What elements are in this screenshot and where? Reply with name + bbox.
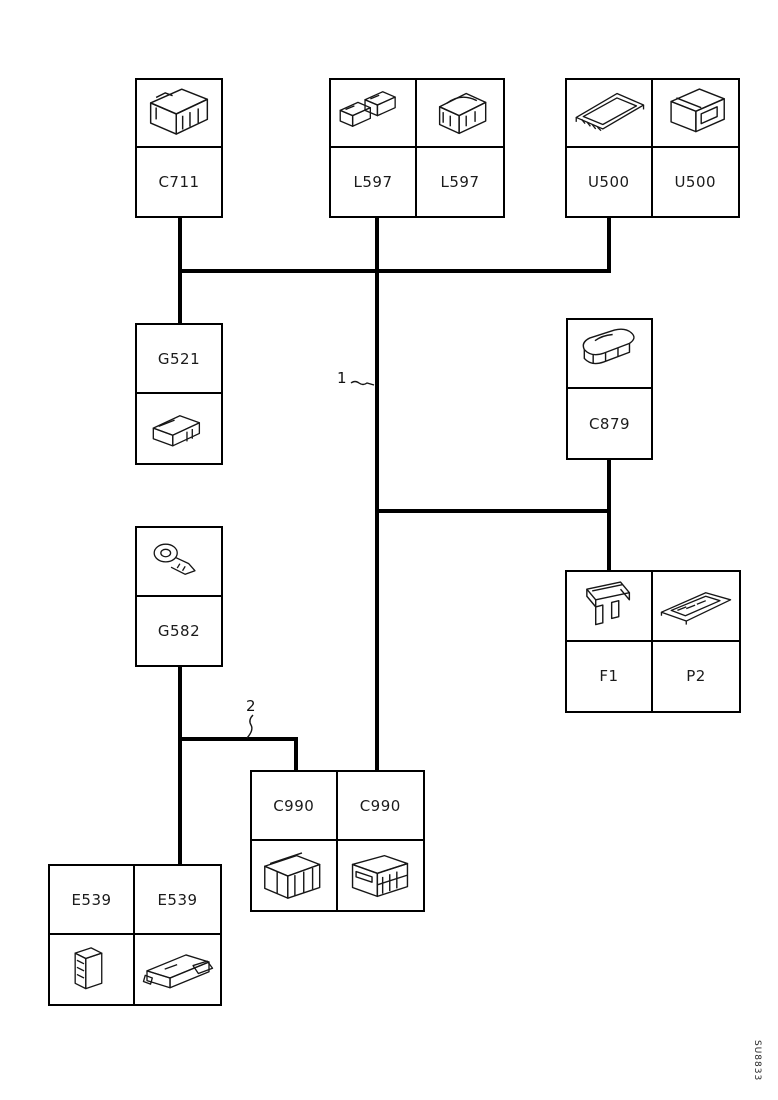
part-label: C879 xyxy=(588,414,631,433)
part-label-cell xyxy=(50,866,135,935)
part-label: E539 xyxy=(71,890,112,909)
part-label: C711 xyxy=(158,173,200,191)
wire-u500-down xyxy=(607,218,611,273)
blade-fuse-icon xyxy=(569,575,649,637)
callout-2-leader-line xyxy=(243,714,257,740)
part-image-cell xyxy=(50,935,135,1004)
part-image-cell xyxy=(135,935,220,1004)
wire-branch-horizontal xyxy=(178,737,298,741)
multiway-connector-icon xyxy=(137,81,221,145)
part-label: G521 xyxy=(157,349,201,368)
wire-top-horizontal xyxy=(178,269,611,273)
module-box-icon xyxy=(655,82,735,144)
wire-branch-down xyxy=(294,737,298,772)
part-label: L597 xyxy=(353,173,393,191)
part-group-l597 xyxy=(329,78,505,218)
part-group-u500 xyxy=(565,78,740,218)
fuse-panel-icon xyxy=(656,575,736,637)
part-label: P2 xyxy=(686,667,706,686)
part-image-cell xyxy=(137,80,221,148)
bracket-assembly-icon xyxy=(138,939,218,1001)
part-label: F1 xyxy=(599,667,619,686)
part-group-f1-p2 xyxy=(565,570,741,713)
part-label: U500 xyxy=(674,173,717,191)
connector-body-icon xyxy=(570,323,650,385)
callout-2: 2 xyxy=(246,697,256,715)
callout-1-leader-line xyxy=(350,378,376,388)
part-image-cell xyxy=(653,80,739,148)
wire-main-vertical xyxy=(375,218,379,772)
part-label-cell xyxy=(653,148,739,216)
connector-block-a-icon xyxy=(254,845,334,907)
part-group-c879 xyxy=(566,318,653,460)
part-group-g582 xyxy=(135,526,223,667)
wire-c879-down xyxy=(607,460,611,572)
part-label: G582 xyxy=(157,621,201,640)
part-label-cell xyxy=(338,772,424,841)
wire-g582-down xyxy=(178,665,182,866)
wire-mid-horizontal xyxy=(375,509,611,513)
part-image-cell xyxy=(338,841,424,910)
terminal-pair-icon xyxy=(333,82,413,144)
connector-block-b-icon xyxy=(340,845,420,907)
part-label-cell xyxy=(567,642,653,712)
part-label-cell xyxy=(137,325,221,394)
drawing-code: SU8833 xyxy=(752,1040,762,1082)
part-group-c990 xyxy=(250,770,425,912)
part-label: E539 xyxy=(157,890,198,909)
part-label: L597 xyxy=(440,173,480,191)
part-label-cell xyxy=(137,597,221,666)
part-image-cell xyxy=(137,528,221,597)
part-group-c711 xyxy=(135,78,223,218)
part-label-cell xyxy=(567,148,653,216)
part-label: C990 xyxy=(273,796,315,815)
resistor-block-icon xyxy=(52,939,132,1001)
part-image-cell xyxy=(653,572,739,642)
part-label-cell xyxy=(252,772,338,841)
part-image-cell xyxy=(417,80,503,148)
part-group-g521 xyxy=(135,323,223,465)
part-label-cell xyxy=(568,389,651,458)
part-image-cell xyxy=(567,80,653,148)
module-tray-icon xyxy=(569,82,649,144)
part-image-cell xyxy=(331,80,417,148)
part-label-cell xyxy=(137,148,221,216)
part-label-cell xyxy=(653,642,739,712)
rocker-switch-icon xyxy=(420,82,500,144)
part-image-cell xyxy=(137,394,221,463)
part-label-cell xyxy=(417,148,503,216)
part-label-cell xyxy=(135,866,220,935)
part-label: U500 xyxy=(587,173,630,191)
part-label-cell xyxy=(331,148,417,216)
callout-1: 1 xyxy=(337,369,347,387)
ring-terminal-icon xyxy=(139,530,219,592)
part-group-e539 xyxy=(48,864,222,1006)
part-image-cell xyxy=(567,572,653,642)
part-image-cell xyxy=(252,841,338,910)
splice-connector-icon xyxy=(139,398,219,460)
part-label: C990 xyxy=(359,796,401,815)
part-image-cell xyxy=(568,320,651,389)
